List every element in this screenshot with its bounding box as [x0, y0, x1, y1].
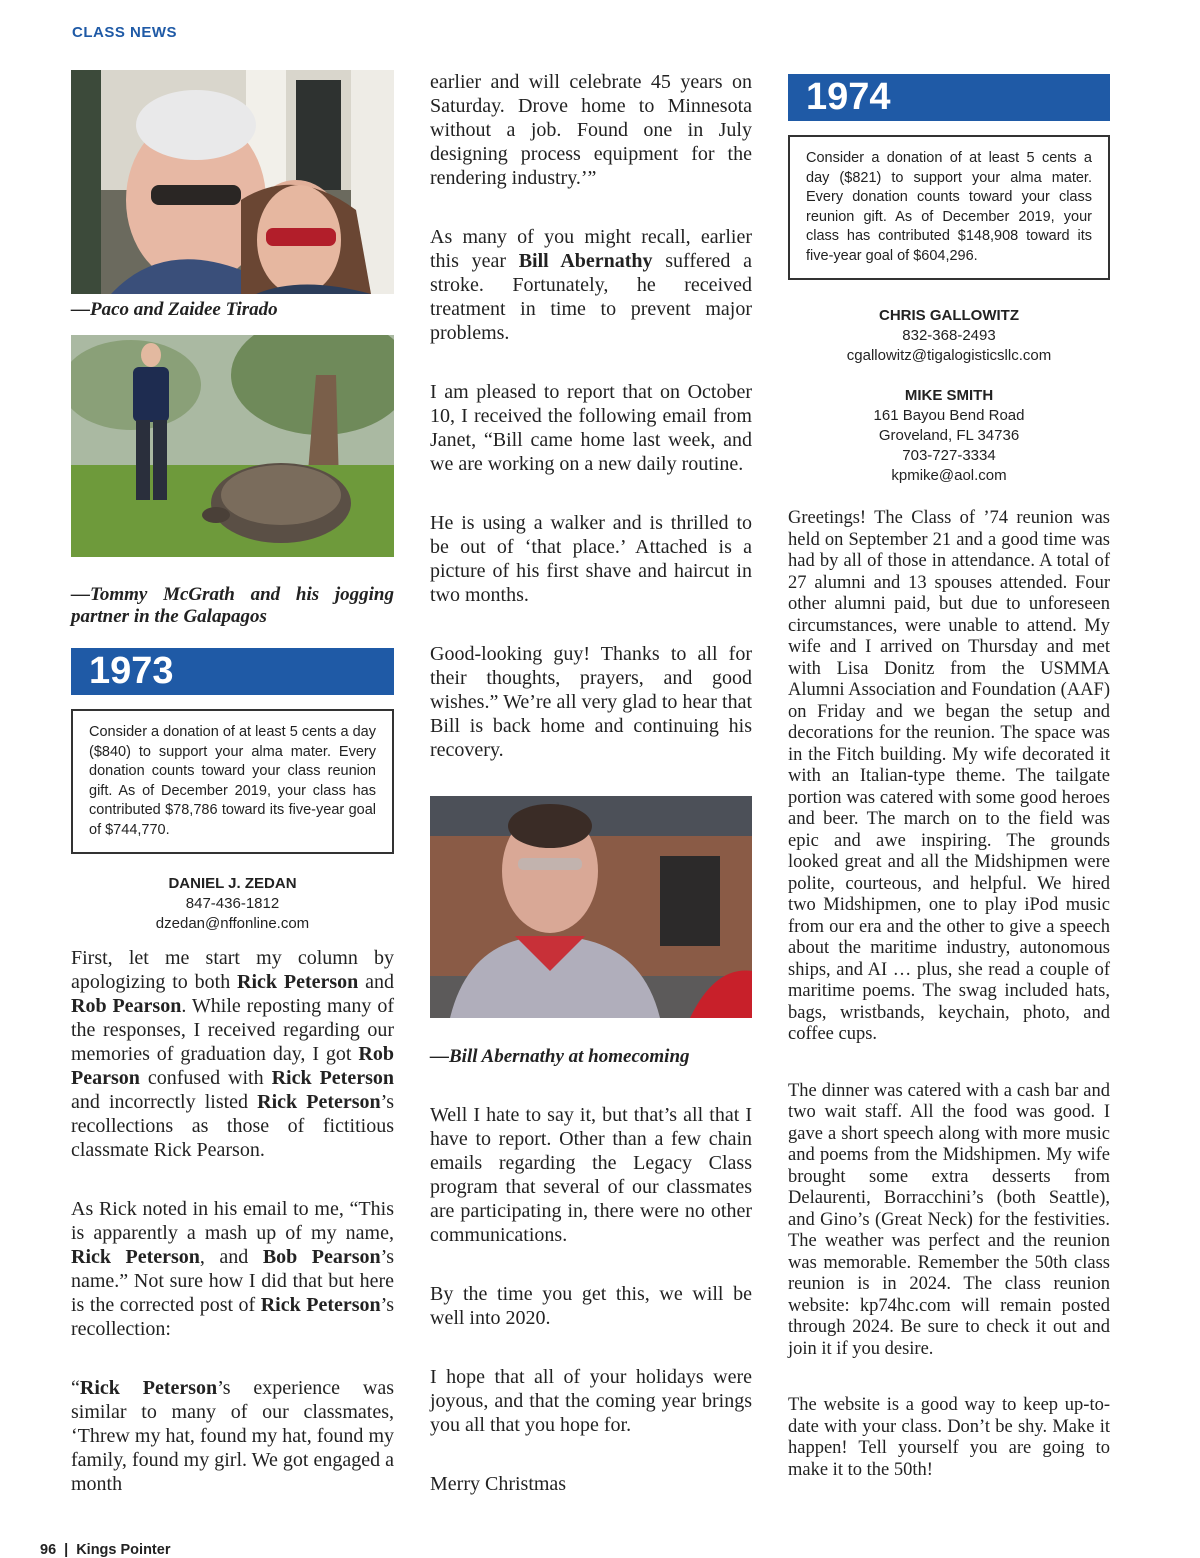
paragraph: He is using a walker and is thrilled to be out of ‘that place.’ Attached is a picture of his first shave and haircut in two months.: [430, 512, 752, 606]
paragraph: Merry Christmas: [430, 1473, 567, 1495]
column-2: [430, 70, 752, 1496]
photo-abernathy: [430, 796, 752, 1018]
page-footer: [40, 1542, 170, 1558]
column-1: [71, 70, 394, 1496]
contact-phone: 832-368-2493: [902, 327, 996, 344]
paragraph: By the time you get this, we will be well into 2020.: [430, 1283, 752, 1329]
column-3: [788, 74, 1110, 1481]
contact-phone: 847-436-1812: [185, 895, 280, 912]
contact-email[interactable]: dzedan@nffonline.com: [155, 915, 310, 932]
photo-tirado: [71, 70, 394, 294]
contact-1974-gallowitz: [788, 306, 1110, 366]
paragraph: As many of you might recall, earlier this year Bill Abernathy suffered a stroke. Fortunately, he received treatment in time to prevent major problems.: [430, 226, 752, 344]
contact-name: MIKE SMITH: [904, 387, 994, 404]
paragraph: earlier and will celebrate 45 years on Saturday. Drove home to Minnesota without a job. Found one in July designing process equipment for the rendering industry.’”: [430, 71, 752, 189]
paragraph: Good-looking guy! Thanks to all for their thoughts, prayers, and good wishes.” We’re all very glad to hear that Bill is back home and continuing his recovery.: [430, 643, 752, 761]
contact-email[interactable]: cgallowitz@tigalogisticsllc.com: [846, 347, 1052, 364]
mcgrath-photo-image: [71, 335, 394, 557]
contact-city: Groveland, FL 34736: [878, 427, 1020, 444]
contact-1974-smith: [788, 386, 1110, 486]
publication-name: Kings Pointer: [76, 1542, 171, 1558]
contact-phone: 703-727-3334: [902, 447, 996, 464]
paragraph: As Rick noted in his email to me, “This is apparently a mash up of my name, Rick Peterson, and Bob Pearson’s name.” Not sure how I did that but here is the corrected post of Rick Peterson’s recollection:: [71, 1198, 394, 1340]
paragraph: Well I hate to say it, but that’s all that I have to report. Other than a few chain emails regarding the Legacy Class program that several of our classmates are participating in, there were no other communications.: [430, 1104, 752, 1246]
section-label: CLASS NEWS: [72, 24, 178, 41]
paragraph: I hope that all of your holidays were joyous, and that the coming year brings you all that you hope for.: [430, 1366, 752, 1436]
photo-caption-mcgrath: —Tommy McGrath and his jogging partner in the Galapagos: [71, 584, 394, 627]
contact-address: 161 Bayou Bend Road: [873, 407, 1025, 424]
photo-mcgrath: [71, 335, 394, 557]
contact-email[interactable]: kpmike@aol.com: [891, 467, 1007, 484]
page-number: 96: [40, 1542, 57, 1558]
contact-name: DANIEL J. ZEDAN: [168, 875, 297, 892]
photo-caption-abernathy: —Bill Abernathy at homecoming: [430, 1046, 690, 1067]
paragraph: I am pleased to report that on October 10, I received the following email from Janet, “Bill came home last week, and we are working on a new daily routine.: [430, 381, 752, 475]
photo-caption-tirado: —Paco and Zaidee Tirado: [71, 299, 278, 320]
donation-box-1973: Consider a donation of at least 5 cents a day ($840) to support your alma mater. Every donation counts toward your class reunion gift. As of December 2019, your class has contributed $78,786 toward its five-year goal of $744,770.: [71, 709, 394, 854]
paragraph: The dinner was catered with a cash bar and two wait staff. All the food was good. I gave a short speech along with more music and poems from the Midshipmen. My wife brought some extra desserts from Delaurenti, Borracchini’s (both Seattle), and Gino’s (Great Neck) for the festivities. The weather was perfect and the reunion was memorable. Remember the 50th class reunion is in 2024. The class reunion website: kp74hc.com will remain posted through 2024. Be sure to check it out and join it if you desire.: [788, 1080, 1110, 1359]
donation-box-1974: Consider a donation of at least 5 cents a day ($821) to support your alma mater. Every donation counts toward your class reunion gift. As of December 2019, your class has contributed $148,908 toward its five-year goal of $604,296.: [788, 135, 1110, 280]
year-banner-1974: 1974: [788, 74, 1110, 121]
paragraph: First, let me start my column by apologizing to both Rick Peterson and Rob Pearson. While reposting many of the responses, I received regarding our memories of graduation day, I got Rob Pearson confused with Rick Peterson and incorrectly listed Rick Peterson’s recollections as those of fictitious classmate Rick Pearson.: [71, 947, 394, 1161]
tirado-photo-image: [71, 70, 394, 294]
paragraph: “Rick Peterson’s experience was similar to many of our classmates, ‘Threw my hat, found my hat, found my family, found my girl. We got engaged a month: [71, 1377, 394, 1495]
year-banner-1973: 1973: [71, 648, 394, 695]
abernathy-photo-image: [430, 796, 752, 1018]
paragraph: The website is a good way to keep up-to-date with your class. Don’t be shy. Make it happen! Tell yourself you are going to make it to the 50th!: [788, 1395, 1110, 1480]
contact-name: CHRIS GALLOWITZ: [879, 307, 1019, 324]
contact-1973: [71, 874, 394, 934]
footer-separator: |: [64, 1542, 69, 1558]
paragraph: Greetings! The Class of ’74 reunion was held on September 21 and a good time was had by all of those in attendance. A total of 27 alumni and 13 spouses attended. Four other alumni paid, but due to unforeseen circumstances, were unable to attend. My wife and I arrived on Thursday and met with Lisa Donitz from the USMMA Alumni Association and Foundation (AAF) on Friday and we began the setup and decorations for the reunion. The space was in the Fitch building. My wife decorated it with an Italian-type theme. The tailgate portion was catered with some good heroes and beer. The march on to the field was epic and awe inspiring. The grounds looked great and all the Midshipmen were polite, courteous, and helpful. We hired two Midshipmen, one to play iPod music from our era and the other to give a speech about the maritime industry, autonomous ships, and AI … plus, she read a couple of maritime poems. The swag included hats, bags, wristbands, keychain, photo, and coffee cups.: [788, 508, 1110, 1044]
